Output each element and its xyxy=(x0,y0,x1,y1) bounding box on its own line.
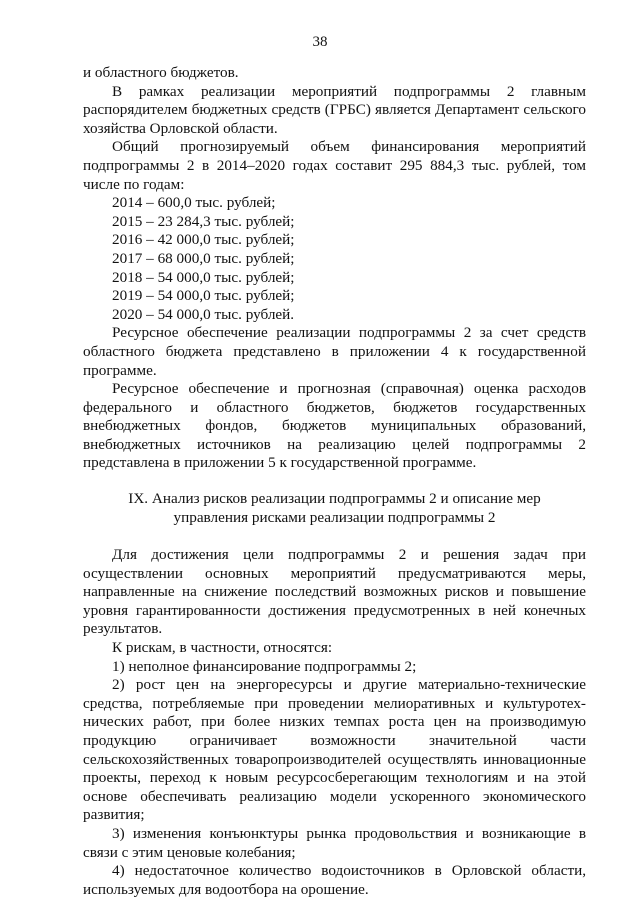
funding-year-item: 2018 – 54 000,0 тыс. рублей; xyxy=(112,268,295,286)
paragraph-forecast-estimate: Ресурсное обеспечение и прогнозная (справочная) оценка расходов федерального и областного бюджетов, бюджетов государственных внебюджетных фондов, бюджетов муниципальных образований, внебюджетных источников на реализацию целей подпрограммы 2 представлена в приложении 5 к государственной программе. xyxy=(83,380,586,472)
funding-year-item: 2015 – 23 284,3 тыс. рублей; xyxy=(112,212,295,230)
risk-item: 4) недостаточное количество водоисточников в Орловской области, используемых для водоотбора на орошение. xyxy=(83,862,586,898)
section-heading: IX. Анализ рисков реализации подпрограммы 2 и описание мер управления рисками реализации подпрограммы 2 xyxy=(128,490,541,527)
page-number: 38 xyxy=(312,34,328,50)
document-body xyxy=(83,64,586,899)
paragraph-grbs: В рамках реализации мероприятий подпрограммы 2 главным распорядителем бюджетных средств (ГРБС) является Департамент сельского хозяйства Орловской области. xyxy=(83,82,586,137)
funding-year-item: 2014 – 600,0 тыс. рублей; xyxy=(112,194,276,212)
funding-year-item: 2019 – 54 000,0 тыс. рублей; xyxy=(112,287,295,305)
paragraph-resource-provision: Ресурсное обеспечение реализации подпрограммы 2 за счет средств областного бюджета представлено в приложении 4 к государственной программе. xyxy=(83,324,586,379)
risks-list xyxy=(83,658,586,900)
paragraph-goal: Для достижения цели подпрограммы 2 и решения задач при осуществлении основных мероприятий предусматриваются меры, направленные на снижение последствий возможных рисков и повышение уровня гарантированности достижения предусмотренных в ней конечных результатов. xyxy=(83,546,586,638)
funding-year-item: 2016 – 42 000,0 тыс. рублей; xyxy=(112,231,295,249)
funding-year-item: 2017 – 68 000,0 тыс. рублей; xyxy=(112,249,295,267)
funding-by-year-list xyxy=(83,194,586,324)
risk-item: 1) неполное финансирование подпрограммы 2; xyxy=(112,657,417,675)
risk-item: 2) рост цен на энергоресурсы и другие материально-технические средства, потребляемые при проведении мелиоративных и культуротех- нических работ, при более низких темпах роста цен на производимую продукцию ограничивает возможности значительной части сельскохозяйственных товаропроизводителей осуществлять инновационные проекты, переход к новым ресурсосберегающим технологиям и на этой основе обеспечивать реализацию модели ускоренного экономического развития; xyxy=(83,676,586,824)
paragraph-total-funding: Общий прогнозируемый объем финансирования мероприятий подпрограммы 2 в 2014–2020 годах составит 295 884,3 тыс. рублей, том числе по годам: xyxy=(83,138,586,193)
risk-item: 3) изменения конъюнктуры рынка продовольствия и возникающие в связи с этим ценовые колебания; xyxy=(83,824,586,861)
paragraph-intro: и областного бюджетов. xyxy=(83,64,239,81)
paragraph-risks-intro: К рискам, в частности, относятся: xyxy=(112,639,333,657)
funding-year-item: 2020 – 54 000,0 тыс. рублей. xyxy=(112,305,295,323)
